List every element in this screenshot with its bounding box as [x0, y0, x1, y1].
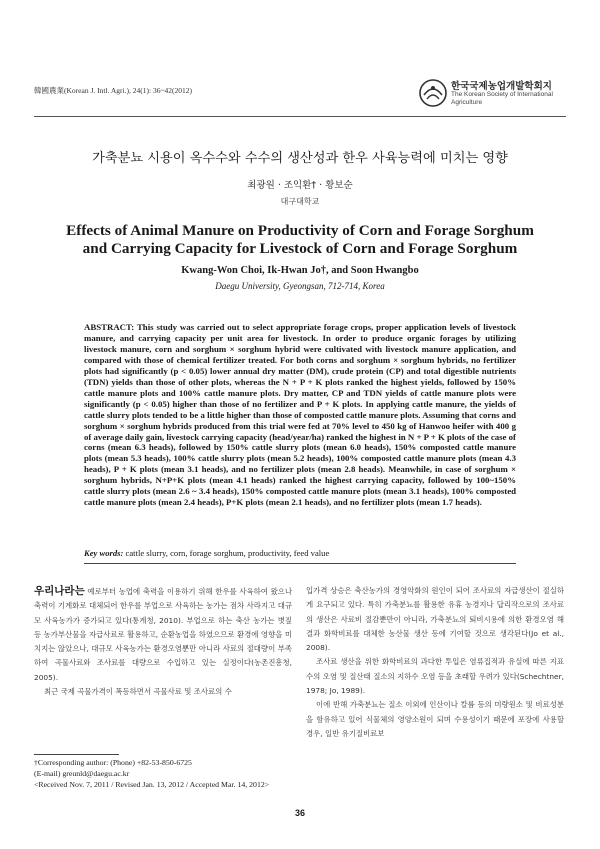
english-title-line: Effects of Animal Manure on Productivity of Corn and Forage Sorghum	[66, 222, 534, 239]
body-right-column	[306, 584, 564, 741]
lead-word: 우리나라는	[34, 585, 85, 597]
society-emblem-icon	[418, 78, 448, 108]
english-title	[0, 222, 600, 258]
body-paragraph: 입가격 상승은 축산농가의 경영악화의 원인이 되어 조사료의 자급생산이 절실하게 요구되고 있다. 특히 가축분뇨를 활용한 유휴 농경지나 답리작으로의 조사료의 생산은 사료비 절감뿐만이 아니라, 가축분뇨의 퇴비시용에 의한 환경오염 해결과 화학비료를 대체한 농산물 생산 등에 기여할 것으로 생각된다(Jo et al., 2008).	[306, 586, 564, 653]
footnote-divider	[34, 754, 119, 755]
body-left-column	[34, 584, 292, 699]
korean-title: 가축분뇨 시용이 옥수수와 수수의 생산성과 한우 사육능력에 미치는 영향	[92, 151, 508, 166]
keywords	[84, 548, 516, 558]
body-paragraph	[34, 587, 292, 682]
english-affiliation: Daegu University, Gyeongsan, 712-714, Korea	[215, 281, 385, 291]
footnote-line: <Received Nov. 7, 2011 / Revised Jan. 13, 2012 / Accepted Mar. 14, 2012>	[34, 780, 270, 789]
footnote-line: †Corresponding author: (Phone) +82-53-850-6725	[34, 758, 192, 767]
abstract: ABSTRACT: This study was carried out to select appropriate forage crops, proper application levels of livestock manure, and carrying capacity per unit area for livestock. In order to produce organic forages by utilizing livestock manure, corn and sorghum × sorghum hybrid were cultivated with livestock manure application, and compared with those of chemical fertilizer treated. For both corns and sorghum × sorghum hybrids, no fertilizer plots had significantly (p < 0.05) lower annual dry matter (DM), crude protein (CP) and total digestible nutrients (TDN) yields than those of other plots, whereas the N + P + K plots ranked the highest yields, followed by 150% cattle manure plots and 100% cattle manure plots. Dry matter, CP and TDN yields of cattle manure plots were significantly (p < 0.05) higher than those of no fertilizer and P + K plots. In applying cattle manure, the yields of cattle slurry plots tended to be a little higher than those of composted cattle manure plots. Assuming that corns and sorghum × sorghum hybrids produced from this trial were fed at 70% level to 450 kg of Hanwoo heifer with 400 g of average daily gain, livestock carrying capacity (head/year/ha) ranked the highest in N + P + K plots of the case of corns (mean 6.3 heads), followed by 150% cattle slurry plots (mean 6.0 heads), 150% composted cattle manure plots (mean 5.3 heads), 100% cattle slurry plots (mean 5.2 heads), 100% composted cattle manure plots (mean 4.3 heads), P + K plots (mean 3.1 heads), and no fertilizer plots (mean 2.8 heads). Meanwhile, in case of sorghum × sorghum hybrids, N+P+K plots (mean 4.1 heads) ranked the highest carrying capacity, followed by 100~150% cattle slurry plots (mean 2.6 ~ 3.4 heads), 150% composted cattle manure plots (mean 3.1 heads), 100% composted cattle manure plots (mean 2.4 heads), P+K plots (mean 2.1 heads), and no fertilizer plots (mean 1.7 heads).	[84, 322, 516, 508]
body-paragraph: 최근 국제 곡물가격이 폭등하면서 곡물사료 및 조사료의 수	[44, 687, 232, 697]
keywords-label: Key words:	[84, 548, 124, 558]
page-number: 36	[294, 808, 305, 818]
korean-affiliation: 대구대학교	[280, 197, 320, 206]
footnotes	[34, 757, 294, 790]
korean-authors: 최광원 · 조익환† · 황보순	[247, 180, 353, 191]
body-paragraph: 조사료 생산을 위한 화학비료의 과다한 투입은 염류집적과 유실에 따른 지표수의 오염 및 질산태 질소의 지하수 오염 등을 초래할 우려가 있다(Schechtner, 1978; Jo, 1989).	[306, 657, 564, 696]
keywords-text: cattle slurry, corn, forage sorghum, productivity, feed value	[125, 548, 330, 558]
footnote-line: (E-mail) greunld@daegu.ac.kr	[34, 769, 130, 778]
body-text: 예로부터 농업에 축력을 이용하기 위해 한우를 사육하여 왔으나 축력이 기계화로 대체되어 한우를 부업으로 사육하는 농가는 점차 사라지고 대규모 사육농가가 증가되고 있다(통계청, 2010). 부업으로 하는 축산 농가는 볏짚 등 농가부산물을 자급사료로 활용하고, 순환농업을 하였으므로 환경에 영향을 미치지는 않았으나, 대규모 사육농가는 환경오염뿐만 아니라 사료의 절대량이 부족하여 곡물사료와 조사료를 대량으로 수입하고 있는 실정이다(농촌진흥청, 2005).	[34, 587, 292, 682]
header-divider	[34, 116, 566, 117]
society-name-ko: 한국국제농업개발학회지	[451, 81, 552, 92]
body-paragraph: 이에 반해 가축분뇨는 질소 이외에 인산이나 칼륨 등의 미량원소 및 비료성분을 함유하고 있어 식물체의 영양소원이 되며 수용성이기 때문에 포장에 사용할 경우, 일반 유기질비료보	[306, 700, 564, 738]
english-authors: Kwang-Won Choi, Ik-Hwan Jo†, and Soon Hwangbo	[181, 265, 419, 276]
english-title-line: and Carrying Capacity for Livestock of Corn and Forage Sorghum	[82, 240, 518, 257]
society-logo	[418, 76, 568, 112]
journal-citation: 韓國農業(Korean J. Intl. Agri.), 24(1): 36~42(2012)	[34, 86, 192, 95]
keywords-divider	[84, 563, 516, 564]
society-name-en: The Korean Society of International Agriculture	[451, 91, 553, 106]
